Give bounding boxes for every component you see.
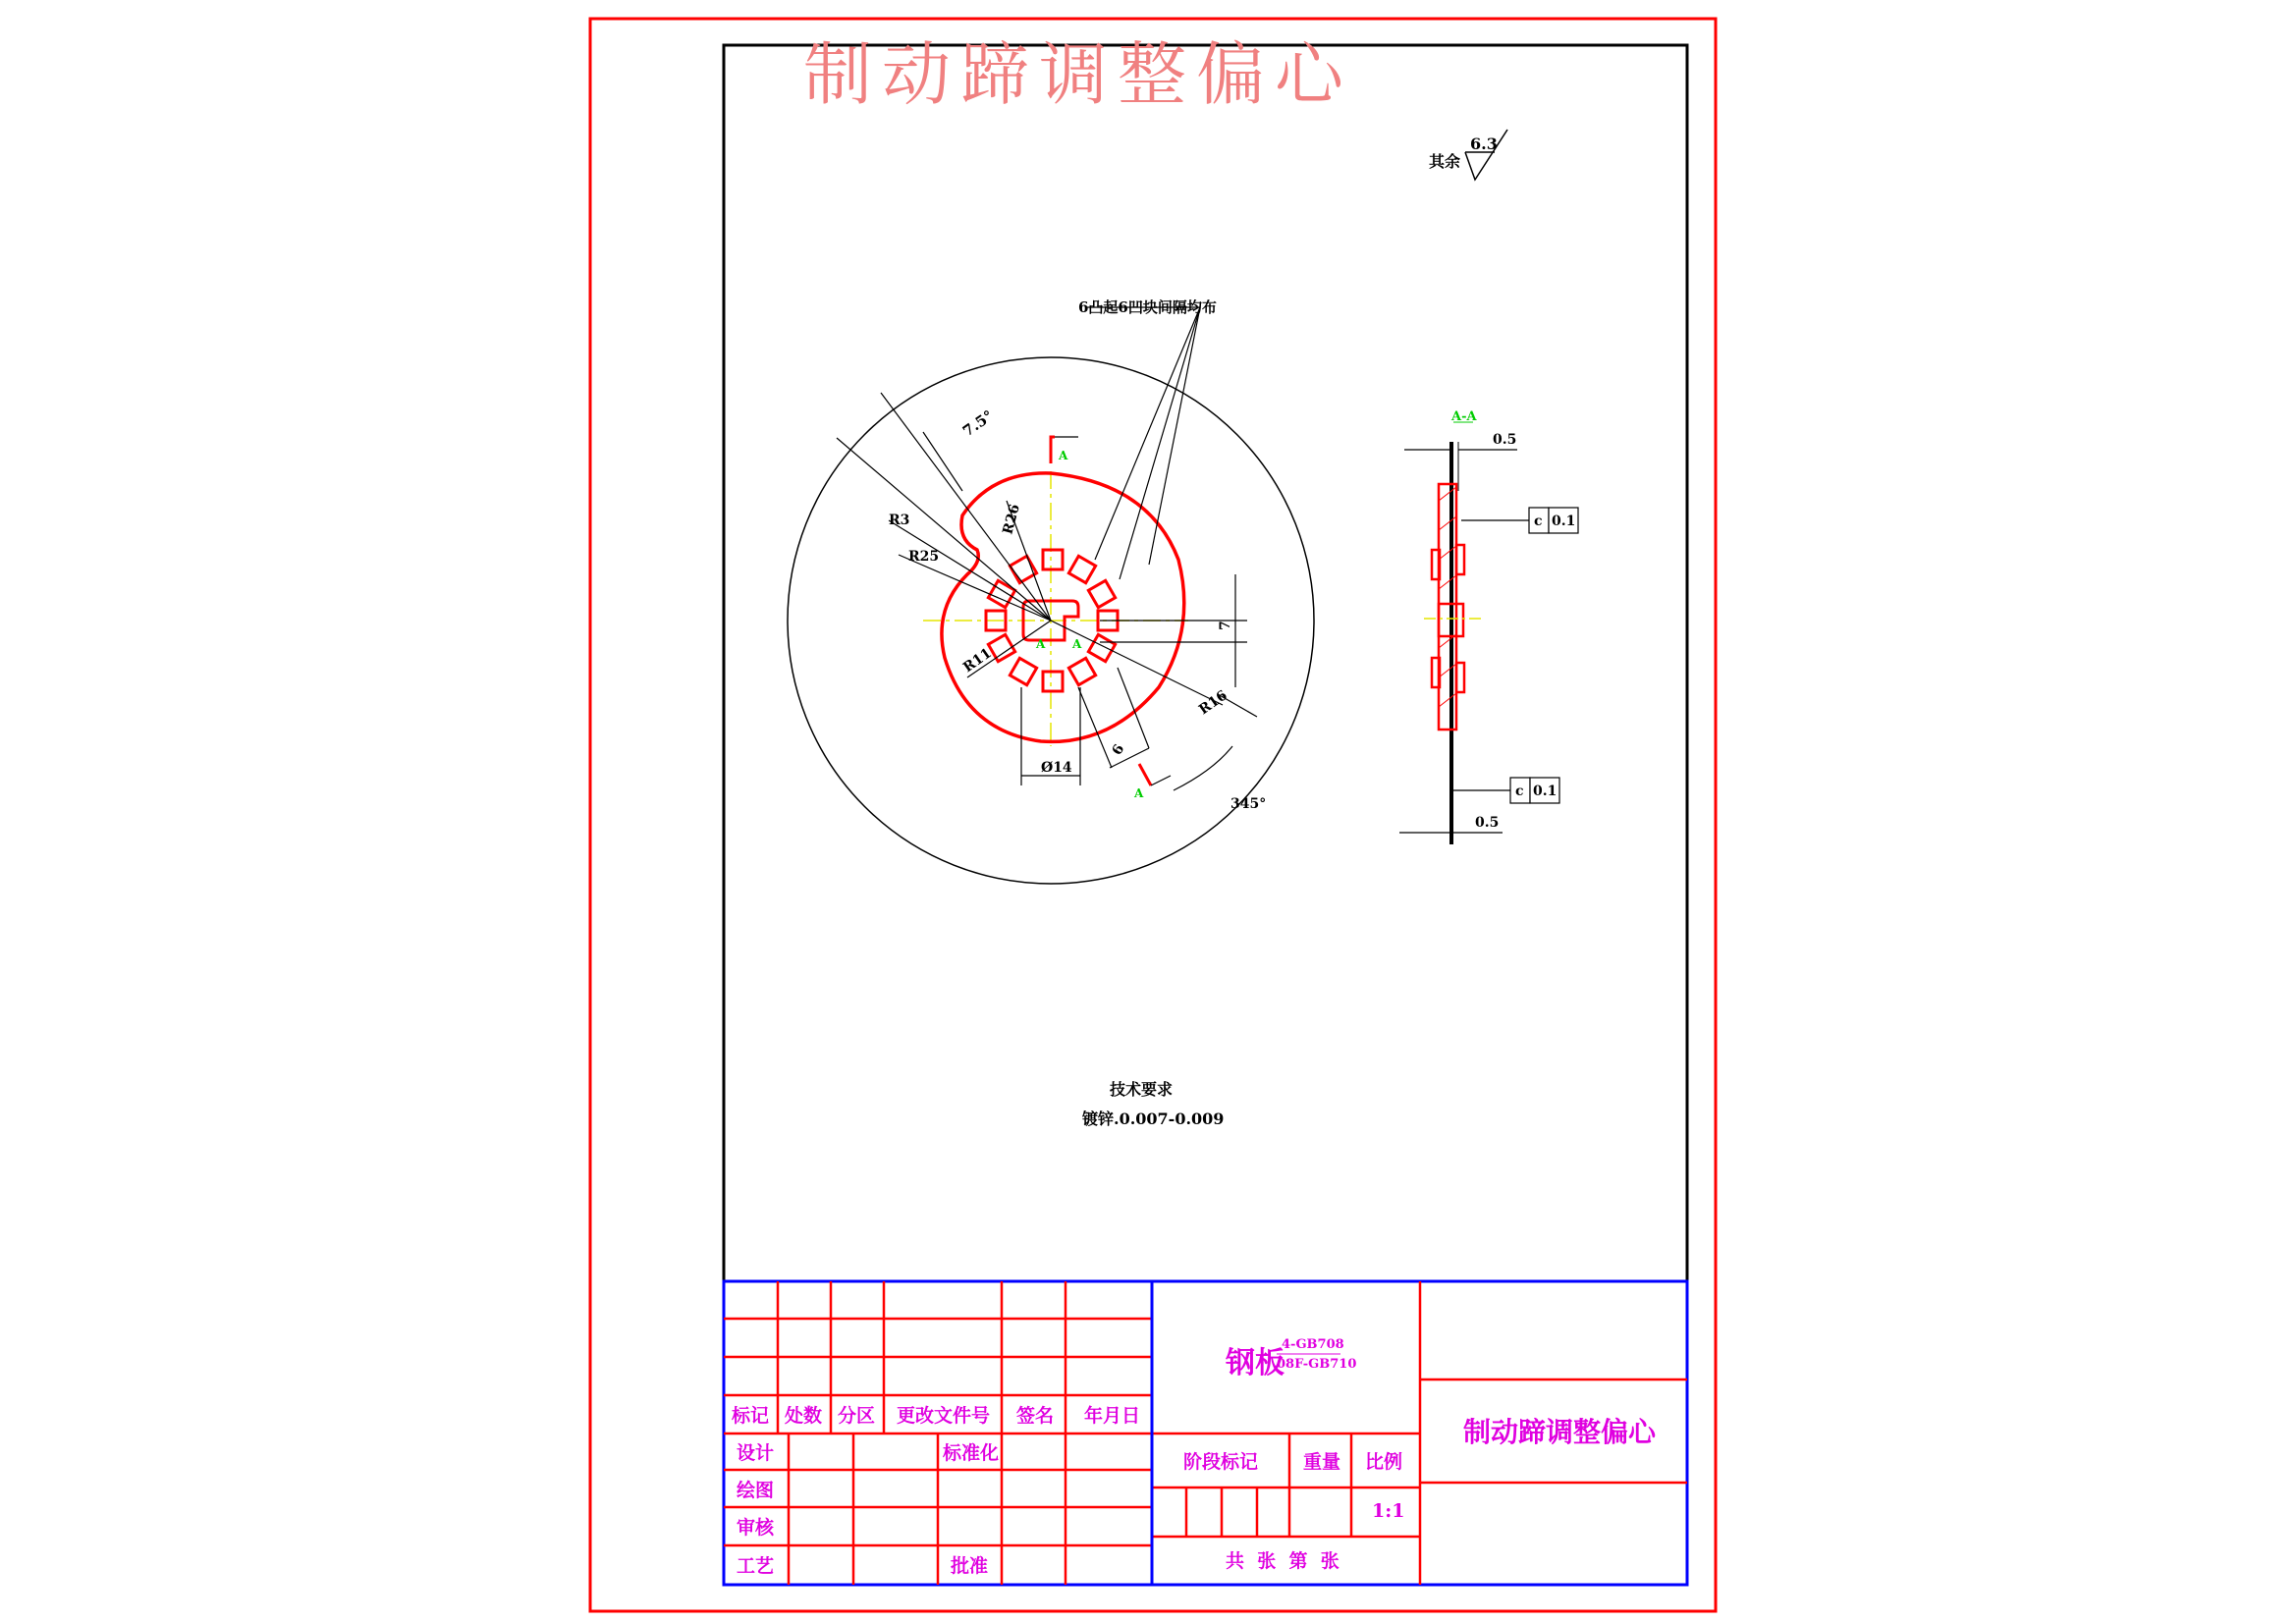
flatness-top bbox=[1461, 508, 1578, 533]
roughness-prefix: 其余 bbox=[1429, 152, 1461, 171]
material-std1: 4-GB708 bbox=[1282, 1337, 1344, 1352]
offset-bottom: 0.5 bbox=[1475, 815, 1500, 831]
rev-header-5: 年月日 bbox=[1084, 1405, 1141, 1427]
part-name: 制动蹄调整偏心 bbox=[1463, 1416, 1657, 1448]
flatness-bottom bbox=[1451, 778, 1559, 803]
weight: 重量 bbox=[1303, 1451, 1341, 1473]
sign-row-2: 审核 bbox=[737, 1517, 775, 1539]
hatch-lines bbox=[1439, 487, 1456, 707]
svg-text:0.1: 0.1 bbox=[1533, 784, 1558, 799]
front-view bbox=[788, 298, 1314, 884]
sheet-count: 共 张 第 张 bbox=[1226, 1550, 1339, 1572]
svg-text:c: c bbox=[1515, 784, 1524, 799]
section-title: A-A bbox=[1451, 409, 1477, 424]
callout-text: 6凸起6凹块间隔均布 bbox=[1078, 298, 1217, 316]
section-cut-top bbox=[1051, 437, 1078, 463]
sign-row-0: 设计 bbox=[737, 1442, 775, 1464]
material-main: 钢板 bbox=[1226, 1346, 1285, 1380]
offset-top: 0.5 bbox=[1493, 432, 1517, 448]
label-345: 345° bbox=[1230, 796, 1267, 812]
roughness-symbol bbox=[1429, 130, 1507, 180]
svg-text:A: A bbox=[1059, 449, 1068, 462]
angle-7-5: 7.5° bbox=[958, 406, 997, 441]
rev-header-0: 标记 bbox=[732, 1405, 770, 1427]
title-block bbox=[724, 1281, 1687, 1585]
scale-value: 1:1 bbox=[1372, 1500, 1405, 1522]
label-dia14: Ø14 bbox=[1041, 760, 1072, 776]
rev-header-1: 处数 bbox=[785, 1405, 823, 1427]
section-hatch bbox=[1439, 484, 1456, 730]
section-cut-bottom bbox=[1133, 764, 1171, 800]
svg-text:c: c bbox=[1534, 514, 1543, 529]
label-7: 7 bbox=[1218, 621, 1233, 630]
label-r25: R25 bbox=[908, 549, 940, 565]
label-6: 6 bbox=[1109, 741, 1128, 758]
svg-text:0.1: 0.1 bbox=[1552, 514, 1576, 529]
label-r11: R11 bbox=[960, 645, 995, 676]
eccentric-profile bbox=[942, 473, 1184, 741]
sign-row-1: 绘图 bbox=[737, 1480, 775, 1501]
roughness-value: 6.3 bbox=[1470, 135, 1498, 153]
approve: 批准 bbox=[951, 1555, 989, 1577]
svg-text:A: A bbox=[1134, 786, 1144, 800]
rev-header-4: 签名 bbox=[1016, 1405, 1055, 1427]
notes-line1: 镀锌.0.007-0.009 bbox=[1082, 1109, 1225, 1128]
big-title: 制动蹄调整偏心 bbox=[803, 34, 1353, 115]
label-r26: R26 bbox=[1000, 502, 1023, 537]
label-r3: R3 bbox=[889, 513, 910, 528]
section-view bbox=[1399, 409, 1578, 844]
inner-border bbox=[724, 45, 1687, 1585]
center-a-right: A bbox=[1072, 637, 1082, 651]
stage-mark: 阶段标记 bbox=[1183, 1451, 1259, 1473]
rev-header-2: 分区 bbox=[838, 1405, 876, 1427]
standardization: 标准化 bbox=[943, 1442, 1000, 1464]
material-std2: 08F-GB710 bbox=[1277, 1357, 1357, 1372]
center-a-left: A bbox=[1036, 637, 1046, 651]
sign-row-3: 工艺 bbox=[737, 1555, 775, 1577]
notes-heading: 技术要求 bbox=[1110, 1080, 1174, 1099]
label-r16: R16 bbox=[1196, 687, 1230, 719]
scale: 比例 bbox=[1365, 1451, 1403, 1473]
rev-header-3: 更改文件号 bbox=[897, 1405, 991, 1427]
